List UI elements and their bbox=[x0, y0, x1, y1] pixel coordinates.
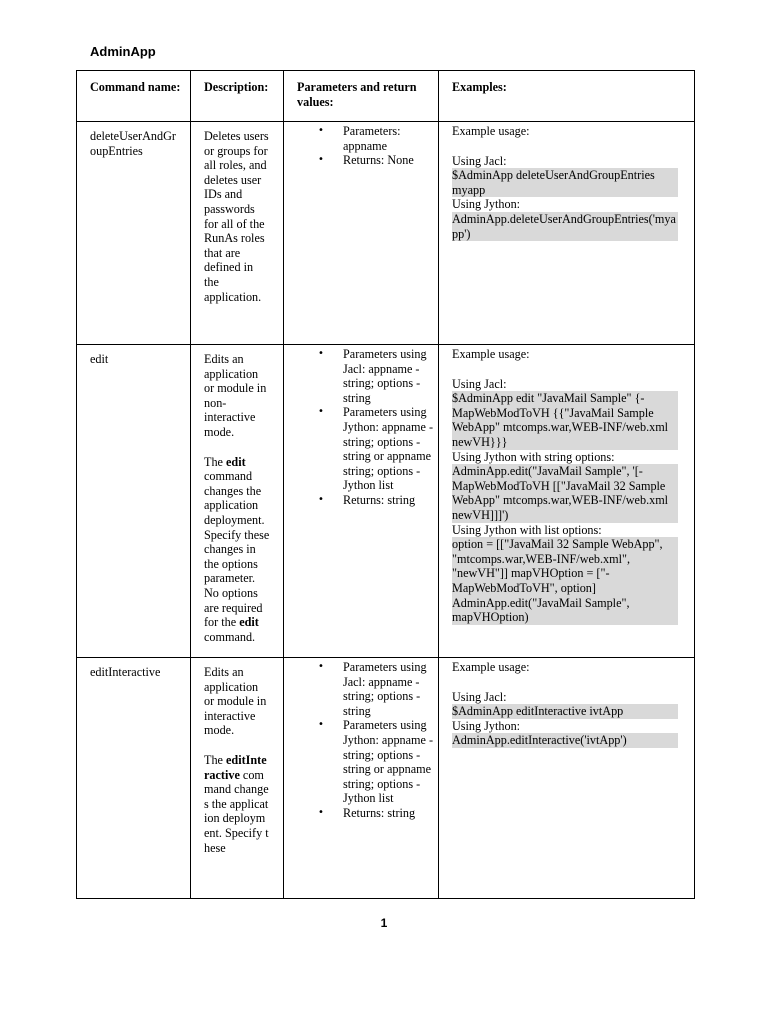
parameter-item: • Parameters using Jython: appname - string; options - string or appname string; options - Jython list bbox=[284, 718, 436, 806]
page-number: 1 bbox=[380, 916, 388, 930]
parameter-item: • Returns: string bbox=[284, 806, 436, 821]
description-text-detail: The edit command changes the application deployment. Specify these changes in the options parameter. No options are required for the edit command. bbox=[204, 454, 270, 644]
description-cell bbox=[191, 122, 284, 345]
parameters-cell bbox=[284, 658, 439, 899]
jacl-code: $AdminApp deleteUserAndGroupEntries myapp bbox=[452, 168, 678, 197]
examples-cell bbox=[439, 345, 695, 658]
header-description-text: Description: bbox=[204, 80, 269, 94]
header-examples: Examples: bbox=[439, 71, 695, 122]
parameter-item: • Returns: None bbox=[284, 153, 436, 168]
parameter-item: • Parameters using Jacl: appname - string; options - string bbox=[284, 347, 436, 405]
header-command-name: Command name: bbox=[77, 71, 191, 122]
using-jython-label: Using Jython: bbox=[452, 718, 521, 733]
parameter-item: • Parameters: appname bbox=[284, 124, 436, 153]
table-row bbox=[77, 658, 695, 899]
command-name-cell bbox=[77, 345, 191, 658]
jython-code: AdminApp.deleteUserAndGroupEntries('myapp') bbox=[452, 212, 678, 241]
example-usage-label: Example usage: bbox=[452, 347, 530, 361]
command-name: edit bbox=[90, 352, 109, 366]
jacl-code: $AdminApp editInteractive ivtApp bbox=[452, 704, 678, 719]
parameters-list bbox=[284, 124, 436, 168]
using-jacl-label: Using Jacl: bbox=[452, 376, 507, 391]
using-jython-list-label: Using Jython with list options: bbox=[452, 522, 602, 537]
using-jacl-label: Using Jacl: bbox=[452, 689, 507, 704]
examples-cell bbox=[439, 658, 695, 899]
parameter-item: • Parameters using Jacl: appname - string; options - string bbox=[284, 660, 436, 718]
command-name-cell bbox=[77, 658, 191, 899]
jython-string-code: AdminApp.edit("JavaMail Sample", '[-MapWebModToVH [["JavaMail 32 Sample WebApp" mtcomps.war,WEB-INF/web.xml newVH]]]') bbox=[452, 464, 678, 522]
using-jython-label: Using Jython: bbox=[452, 197, 521, 212]
table-row bbox=[77, 122, 695, 345]
example-usage-label: Example usage: bbox=[452, 660, 530, 674]
description-text: Edits an application or module in non-interactive mode. bbox=[204, 352, 267, 439]
command-name-cell bbox=[77, 122, 191, 345]
page-header: AdminApp bbox=[90, 44, 156, 59]
description-cell bbox=[191, 658, 284, 899]
table-header-row bbox=[77, 71, 695, 122]
header-description bbox=[191, 71, 284, 122]
example-usage-label: Example usage: bbox=[452, 124, 530, 138]
description-text: Deletes users or groups for all roles, and deletes user IDs and passwords for all of the RunAs roles that are defined in the application. bbox=[204, 129, 269, 304]
jython-list-code: option = [["JavaMail 32 Sample WebApp", "mtcomps.war,WEB-INF/web.xml", "newVH"]] mapVHOption = ["-MapWebModToVH", option] AdminApp.edit("JavaMail Sample", mapVHOption) bbox=[452, 537, 678, 625]
examples-cell bbox=[439, 122, 695, 345]
using-jacl-label: Using Jacl: bbox=[452, 153, 507, 168]
parameters-cell bbox=[284, 345, 439, 658]
command-table bbox=[76, 70, 695, 899]
parameter-item: • Returns: string bbox=[284, 493, 436, 508]
table-row bbox=[77, 345, 695, 658]
description-cell bbox=[191, 345, 284, 658]
jython-code: AdminApp.editInteractive('ivtApp') bbox=[452, 733, 678, 748]
parameter-item: • Parameters using Jython: appname - string; options - string or appname string; options - Jython list bbox=[284, 405, 436, 493]
header-parameters: Parameters and return values: bbox=[284, 71, 439, 122]
using-jython-string-label: Using Jython with string options: bbox=[452, 449, 615, 464]
parameters-list bbox=[284, 660, 436, 821]
description-text: Edits an application or module in interactive mode. bbox=[204, 665, 267, 738]
parameters-list bbox=[284, 347, 436, 508]
command-name: deleteUserAndGroupEntries bbox=[90, 129, 176, 158]
jacl-code: $AdminApp edit "JavaMail Sample" {-MapWebModToVH {{"JavaMail Sample WebApp" mtcomps.war,WEB-INF/web.xml newVH}}} bbox=[452, 391, 678, 449]
command-name: editInteractive bbox=[90, 665, 161, 679]
description-text-detail: The editInteractive command changes the application deployment. Specify these bbox=[204, 752, 269, 855]
parameters-cell bbox=[284, 122, 439, 345]
